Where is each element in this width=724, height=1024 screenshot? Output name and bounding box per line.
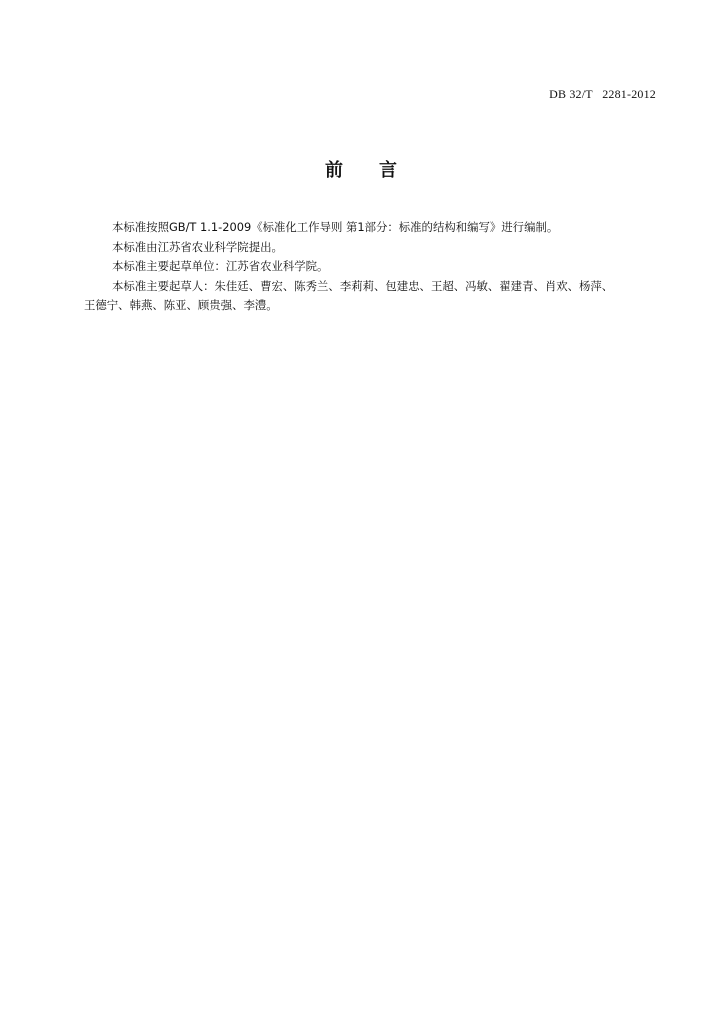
drafters-line-1: 本标准主要起草人：朱佳廷、曹宏、陈秀兰、李莉莉、包建忠、王超、冯敏、翟建青、肖欢、杨萍、 xyxy=(112,278,614,293)
paragraph-proposer: 本标准由江苏省农业科学院提出。 xyxy=(112,239,283,254)
paragraph-drafting-unit: 本标准主要起草单位：江苏省农业科学院。 xyxy=(112,259,329,274)
paragraph-drafters xyxy=(84,277,660,316)
document-code: DB 32/T 2281-2012 xyxy=(549,87,656,101)
title-char-1: 前 xyxy=(325,160,345,181)
foreword-body xyxy=(84,218,660,316)
drafters-line-2: 王德宁、韩燕、陈亚、顾贵强、李澧。 xyxy=(84,298,278,313)
page-title xyxy=(0,156,724,182)
title-char-2: 言 xyxy=(379,160,399,181)
paragraph-drafting-basis: 本标准按照GB/T 1.1-2009《标准化工作导则 第1部分：标准的结构和编写》进行编制。 xyxy=(112,220,559,234)
